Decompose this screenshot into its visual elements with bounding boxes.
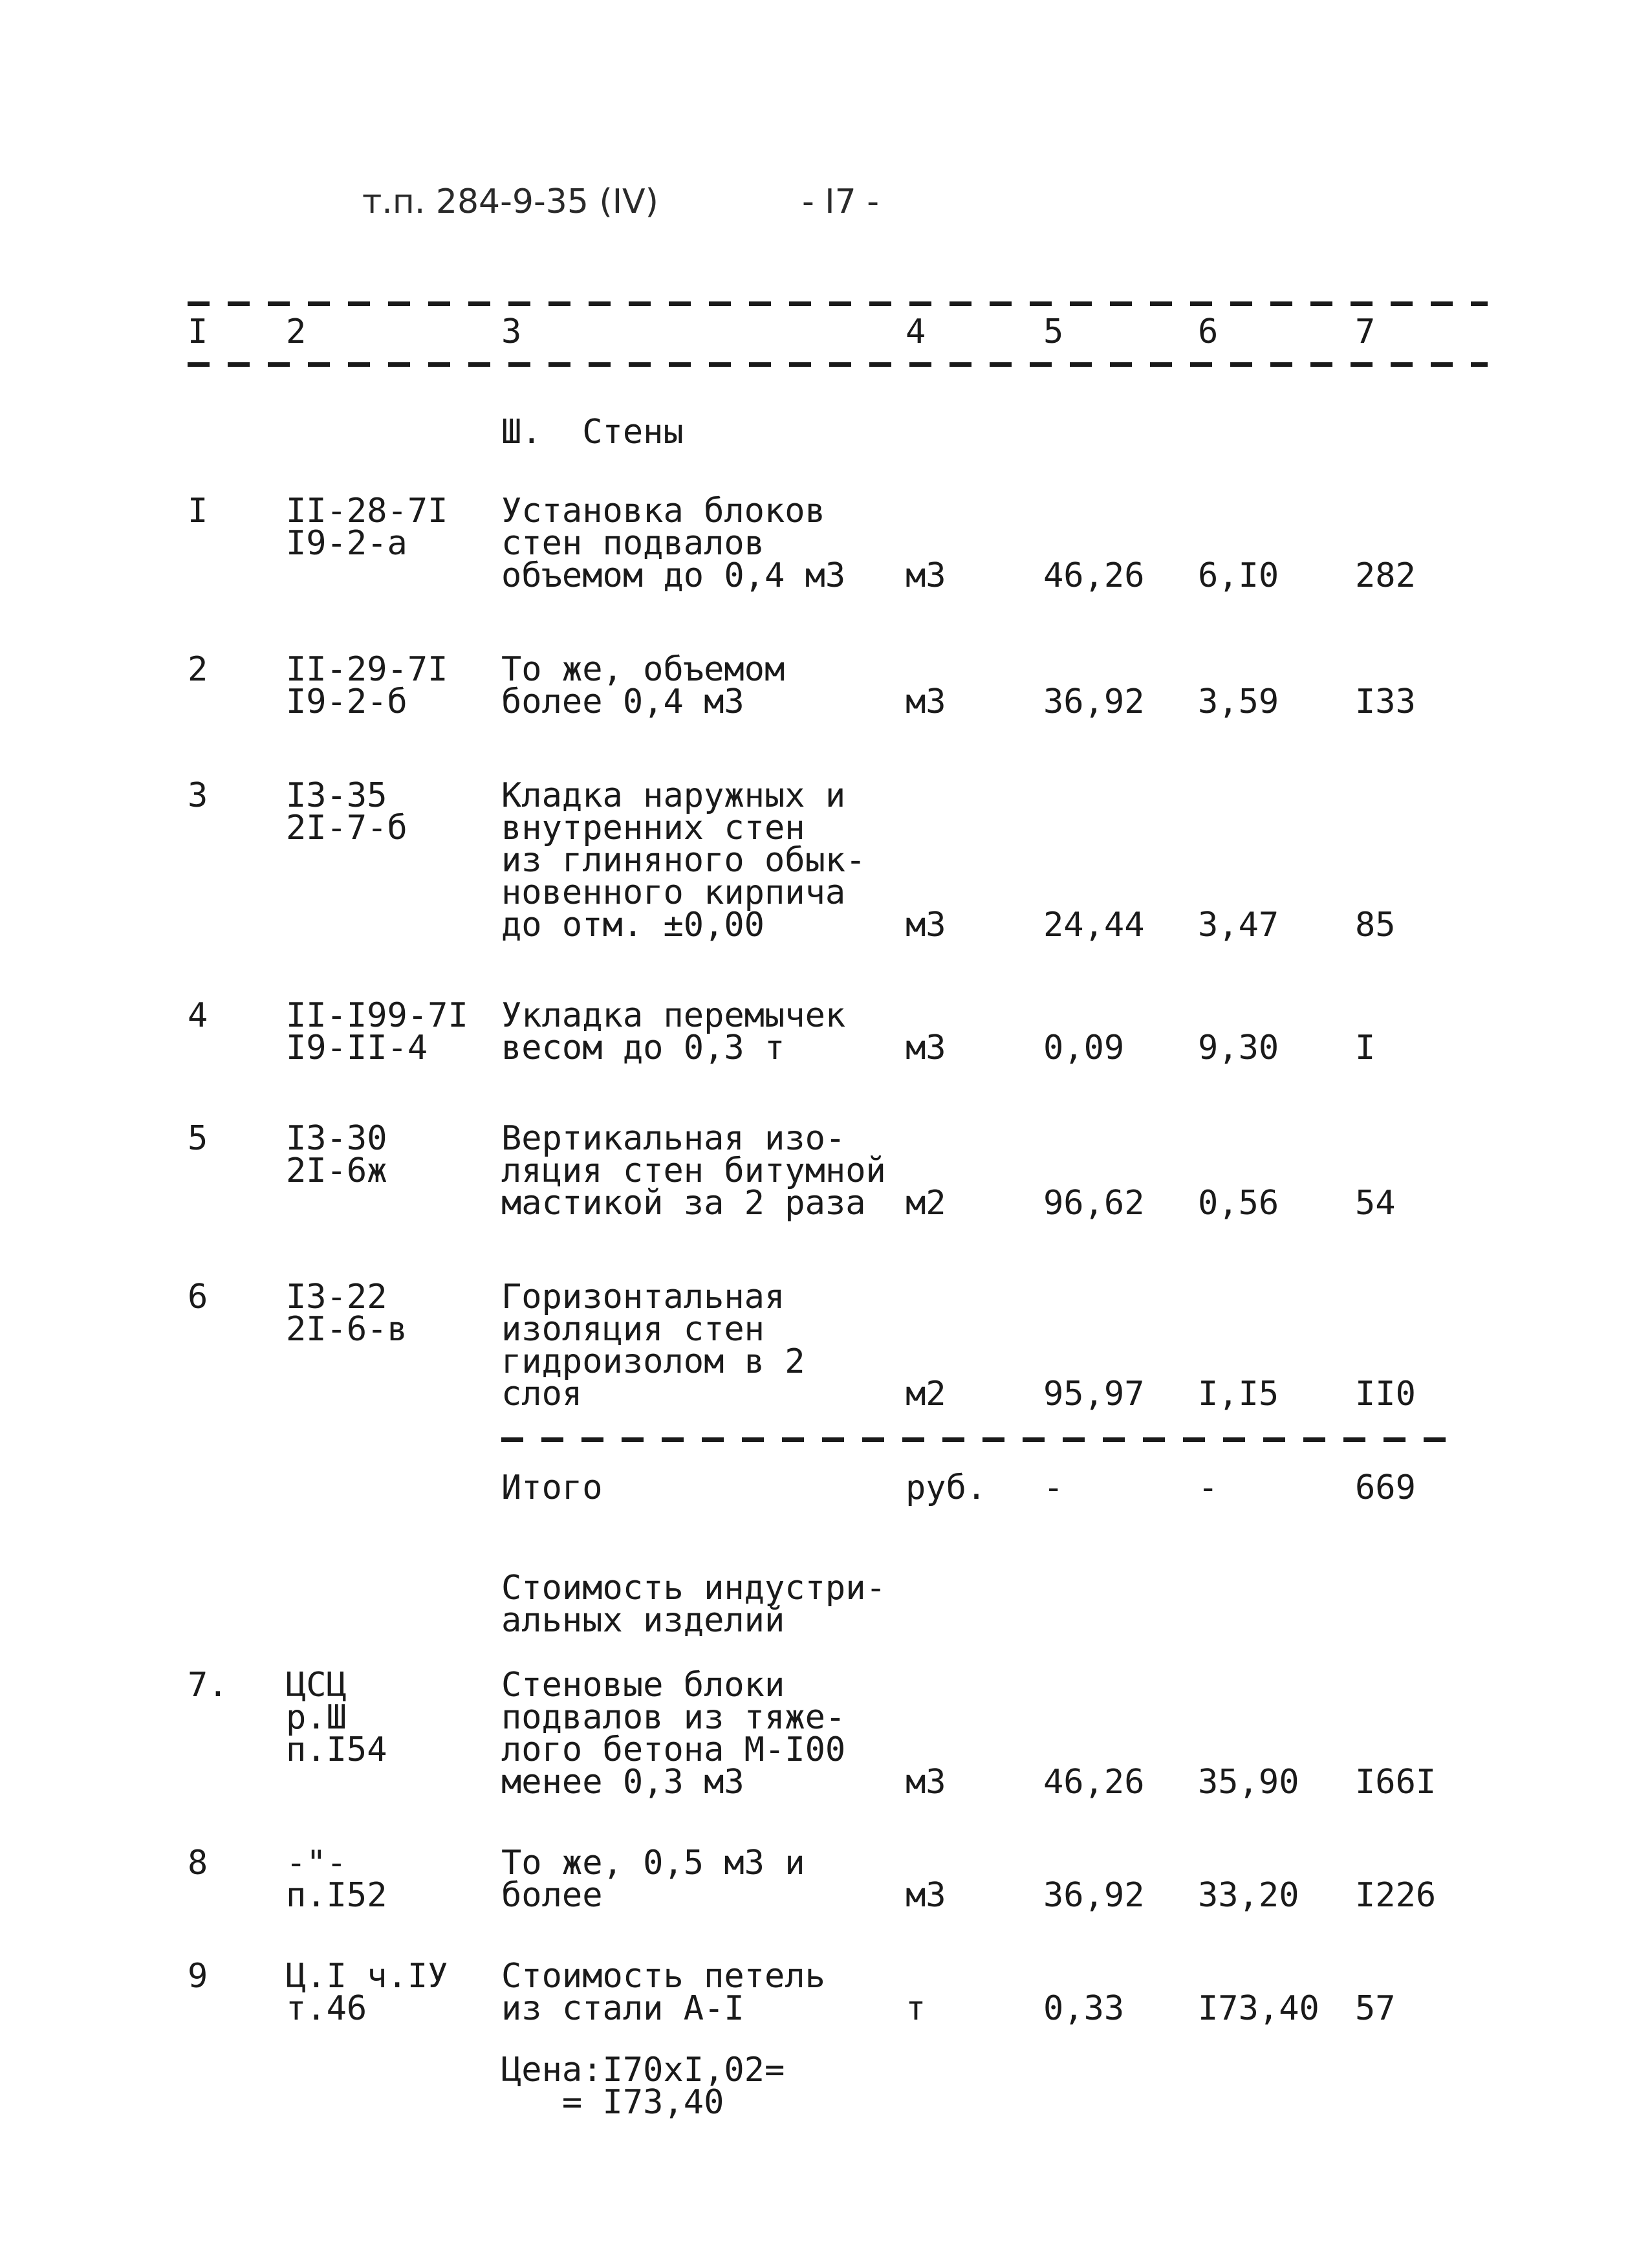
col-header-2: 2 <box>286 312 307 351</box>
row-code: Ц.I ч.IУ <box>286 1957 448 1996</box>
header-top-rule <box>188 301 1488 306</box>
row-description: подвалов из тяже- <box>501 1698 846 1737</box>
row-number: 4 <box>188 996 208 1035</box>
row-description: менее 0,3 м3 <box>501 1763 744 1802</box>
row-code: 2I-6-в <box>286 1310 407 1349</box>
row-price: 9,30 <box>1198 1029 1279 1067</box>
price-note: = I73,40 <box>501 2083 724 2122</box>
row-unit: м3 <box>906 906 946 944</box>
row-description: мастикой за 2 раза <box>501 1184 866 1223</box>
row-total: I33 <box>1355 682 1416 721</box>
row-description: более 0,4 м3 <box>501 682 744 721</box>
row-total: 85 <box>1355 906 1396 944</box>
row-number: I <box>188 492 208 530</box>
col-header-5: 5 <box>1043 312 1064 351</box>
row-description: весом до 0,3 т <box>501 1029 785 1067</box>
row-description: слоя <box>501 1375 583 1413</box>
row-code: I3-35 <box>286 776 387 815</box>
row-number: 2 <box>188 650 208 689</box>
row-description: более <box>501 1876 603 1915</box>
row-description: объемом до 0,4 м3 <box>501 556 846 595</box>
row-quantity: 95,97 <box>1043 1375 1145 1413</box>
row-description: из глиняного обык- <box>501 841 866 880</box>
row-code: 2I-6ж <box>286 1151 387 1190</box>
row-price: 35,90 <box>1198 1763 1299 1802</box>
row-price: 3,47 <box>1198 906 1279 944</box>
row-total: II0 <box>1355 1375 1416 1413</box>
col-header-6: 6 <box>1198 312 1219 351</box>
subtotal-total: 669 <box>1355 1468 1416 1507</box>
row-number: 9 <box>188 1957 208 1996</box>
row-description: стен подвалов <box>501 524 765 563</box>
subsection-title: альных изделий <box>501 1601 785 1640</box>
row-unit: м3 <box>906 556 946 595</box>
row-price: 0,56 <box>1198 1184 1279 1223</box>
row-description: То же, объемом <box>501 650 785 689</box>
row-code: I9-2-б <box>286 682 407 721</box>
row-unit: т <box>906 1989 926 2028</box>
row-code: ЦСЦ <box>286 1666 347 1705</box>
row-unit: м3 <box>906 1763 946 1802</box>
row-quantity: 0,33 <box>1043 1989 1125 2028</box>
row-code: II-29-7I <box>286 650 448 689</box>
col-header-4: 4 <box>906 312 926 351</box>
row-quantity: 36,92 <box>1043 1876 1145 1915</box>
row-description: внутренних стен <box>501 809 805 847</box>
row-code: I9-II-4 <box>286 1029 428 1067</box>
row-code: I9-2-а <box>286 524 407 563</box>
price-note: Цена:I70хI,02= <box>501 2051 785 2089</box>
row-price: 6,I0 <box>1198 556 1279 595</box>
row-description: Кладка наружных и <box>501 776 846 815</box>
row-description: новенного кирпича <box>501 873 846 912</box>
document-code: т.п. 284-9-35 (IV) <box>362 182 658 221</box>
row-description: Горизонтальная <box>501 1278 785 1316</box>
row-unit: м3 <box>906 682 946 721</box>
row-description: из стали А-I <box>501 1989 744 2028</box>
row-price: 3,59 <box>1198 682 1279 721</box>
row-number: 6 <box>188 1278 208 1316</box>
row-code: -"- <box>286 1844 347 1882</box>
row-description: Стеновые блоки <box>501 1666 785 1705</box>
row-code: I3-30 <box>286 1119 387 1158</box>
row-description: Укладка перемычек <box>501 996 846 1035</box>
row-description: гидроизолом в 2 <box>501 1342 805 1381</box>
row-number: 8 <box>188 1844 208 1882</box>
row-number: 5 <box>188 1119 208 1158</box>
row-description: лого бетона М-I00 <box>501 1730 846 1769</box>
col-header-3: 3 <box>501 312 522 351</box>
row-total: I226 <box>1355 1876 1437 1915</box>
row-description: То же, 0,5 м3 и <box>501 1844 805 1882</box>
row-code: р.Ш <box>286 1698 347 1737</box>
row-description: Вертикальная изо- <box>501 1119 846 1158</box>
row-unit: м2 <box>906 1375 946 1413</box>
row-code: п.I54 <box>286 1730 387 1769</box>
section-title: Ш. Стены <box>501 413 684 452</box>
row-description: Установка блоков <box>501 492 825 530</box>
row-code: I3-22 <box>286 1278 387 1316</box>
row-quantity: 96,62 <box>1043 1184 1145 1223</box>
row-unit: м2 <box>906 1184 946 1223</box>
row-unit: м3 <box>906 1029 946 1067</box>
subsection-title: Стоимость индустри- <box>501 1569 886 1608</box>
row-description: до отм. ±0,00 <box>501 906 765 944</box>
row-number: 7. <box>188 1666 228 1705</box>
subtotal-price: - <box>1198 1468 1219 1507</box>
row-code: п.I52 <box>286 1876 387 1915</box>
row-total: I <box>1355 1029 1376 1067</box>
row-total: 282 <box>1355 556 1416 595</box>
row-description: изоляция стен <box>501 1310 765 1349</box>
header-bottom-rule <box>188 362 1488 367</box>
page-number: - I7 - <box>802 182 880 221</box>
row-total: 54 <box>1355 1184 1396 1223</box>
row-quantity: 0,09 <box>1043 1029 1125 1067</box>
row-code: 2I-7-б <box>286 809 407 847</box>
subtotal-unit: руб. <box>906 1468 987 1507</box>
row-quantity: 36,92 <box>1043 682 1145 721</box>
row-unit: м3 <box>906 1876 946 1915</box>
row-quantity: 24,44 <box>1043 906 1145 944</box>
subtotal-label: Итого <box>501 1468 603 1507</box>
row-price: I,I5 <box>1198 1375 1279 1413</box>
row-number: 3 <box>188 776 208 815</box>
row-price: 33,20 <box>1198 1876 1299 1915</box>
row-description: Стоимость петель <box>501 1957 825 1996</box>
row-description: ляция стен битумной <box>501 1151 886 1190</box>
subtotal-quantity: - <box>1043 1468 1064 1507</box>
row-total: 57 <box>1355 1989 1396 2028</box>
row-quantity: 46,26 <box>1043 1763 1145 1802</box>
subtotal-rule <box>501 1437 1455 1442</box>
row-price: I73,40 <box>1198 1989 1319 2028</box>
row-total: I66I <box>1355 1763 1437 1802</box>
row-code: II-I99-7I <box>286 996 468 1035</box>
row-code: II-28-7I <box>286 492 448 530</box>
col-header-1: I <box>188 312 208 351</box>
col-header-7: 7 <box>1355 312 1376 351</box>
row-code: т.46 <box>286 1989 367 2028</box>
row-quantity: 46,26 <box>1043 556 1145 595</box>
